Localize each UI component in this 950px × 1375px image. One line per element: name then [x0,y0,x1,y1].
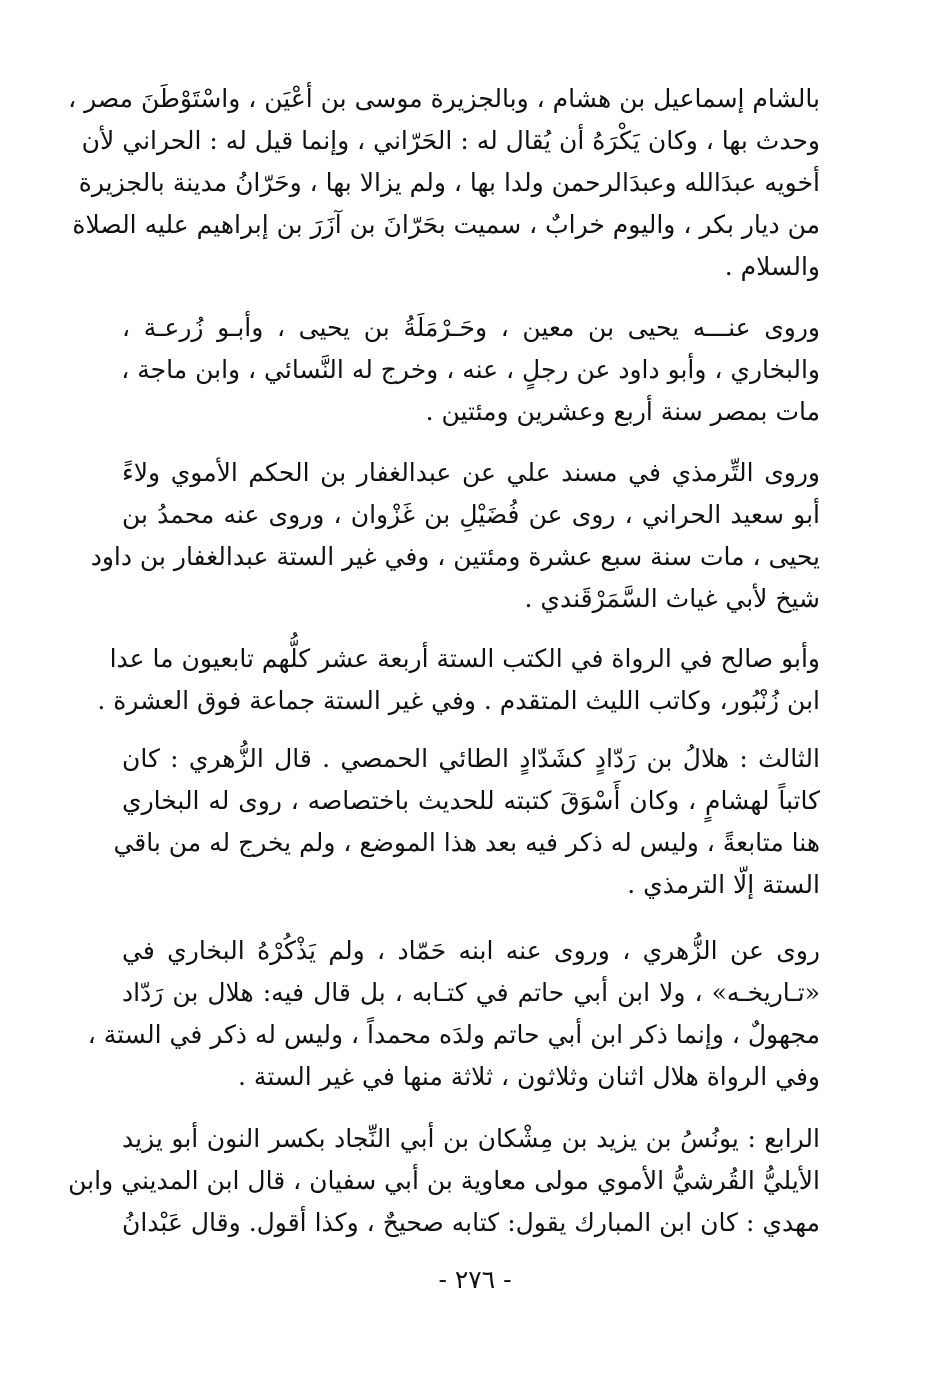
text-line: الستة إلّا الترمذي . [627,870,820,899]
page-number: - ٢٧٦ - [438,1265,512,1294]
text-line: مهدي : كان ابن المبارك يقول: كتابه صحيحٌ ، وكذا أقول. وقال عَبْدانُ [122,1208,820,1237]
text-line: أخويه عبدَالله وعبدَالرحمن ولدا بها ، ولم يزالا بها ، وحَرّانُ مدينة بالجزيرة [78,168,820,197]
paragraph-3 [90,452,820,620]
text-line: مات بمصر سنة أربع وعشرين ومئتين . [425,397,820,426]
text-line: أبو سعيد الحراني ، روى عن فُضَيْلِ بن غَزْوان ، وروى عنه محمدُ بن [122,500,820,529]
text-line: يحيى ، مات سنة سبع عشرة ومئتين ، وفي غير الستة عبدالغفار بن داود [90,542,820,571]
text-line: وروى التِّرمذي في مسند علي عن عبدالغفار بن الحكم الأموي ولاءً [122,458,820,487]
paragraph-5 [113,738,820,906]
text-line: شيخ لأبي غياث السَّمَرْقَندي . [524,584,820,613]
text-line: ابن زُنْبُور، وكاتب الليث المتقدم . وفي غير الستة جماعة فوق العشرة . [97,686,820,715]
paragraph-1 [68,78,820,288]
text-line: من ديار بكر ، واليوم خرابٌ ، سميت بحَرّانَ بن آزَرَ بن إبراهيم عليه الصلاة [72,210,820,239]
text-line: كاتباً لهشامٍ ، وكان أَسْوَقَ كتبته للحديث باختصاصه ، روى له البخاري [122,786,820,815]
text-line: وحدث بها ، وكان يَكْرَهُ أن يُقال له : الحَرّاني ، وإنما قيل له : الحراني لأن [81,126,820,155]
text-line: وفي الرواة هلال اثنان وثلاثون ، ثلاثة منها في غير الستة . [238,1062,820,1091]
paragraph-4 [97,638,820,722]
text-line: الثالث : هلالُ بن رَدّادٍ كشَدّادٍ الطائي الحمصي . قال الزُّهري : كان [122,744,820,773]
text-line: الأيليُّ القُرشيُّ الأموي مولى معاوية بن أبي سفيان ، قال ابن المديني وابن [68,1166,820,1195]
text-line: والسلام . [724,252,820,281]
paragraph-6 [87,930,820,1098]
text-line: روى عن الزُّهري ، وروى عنه ابنه حَمّاد ، ولم يَذْكُرْهُ البخاري في [122,936,820,965]
text-line: مجهولٌ ، وإنما ذكر ابن أبي حاتم ولدَه محمداً ، وليس له ذكر في الستة ، [87,1020,820,1049]
text-line: وروى عنـــه يحيى بن معين ، وحَـرْمَلَةُ بن يحيى ، وأبـو زُرعـة ، [122,313,820,342]
text-line: الرابع : يونُسُ بن يزيد بن مِشْكان بن أبي النِّجاد بكسر النون أبو يزيد [122,1124,820,1153]
text-line: والبخاري ، وأبو داود عن رجلٍ ، عنه ، وخرج له النَّسائي ، وابن ماجة ، [121,355,820,384]
paragraph-2 [122,307,820,433]
text-line: بالشام إسماعيل بن هشام ، وبالجزيرة موسى بن أعْيَن ، واسْتَوْطَنَ مصر ، [68,84,820,113]
text-line: هنا متابعةً ، وليس له ذكر فيه بعد هذا الموضع ، ولم يخرج له من باقي [113,828,820,857]
text-line: «تـاريخـه» ، ولا ابن أبي حاتم في كتـابه ، بل قال فيه: هلال بن رَدّاد [122,978,820,1007]
text-line: وأبو صالح في الرواة في الكتب الستة أربعة عشر كلُّهم تابعيون ما عدا [109,644,820,673]
paragraph-7 [68,1118,820,1244]
